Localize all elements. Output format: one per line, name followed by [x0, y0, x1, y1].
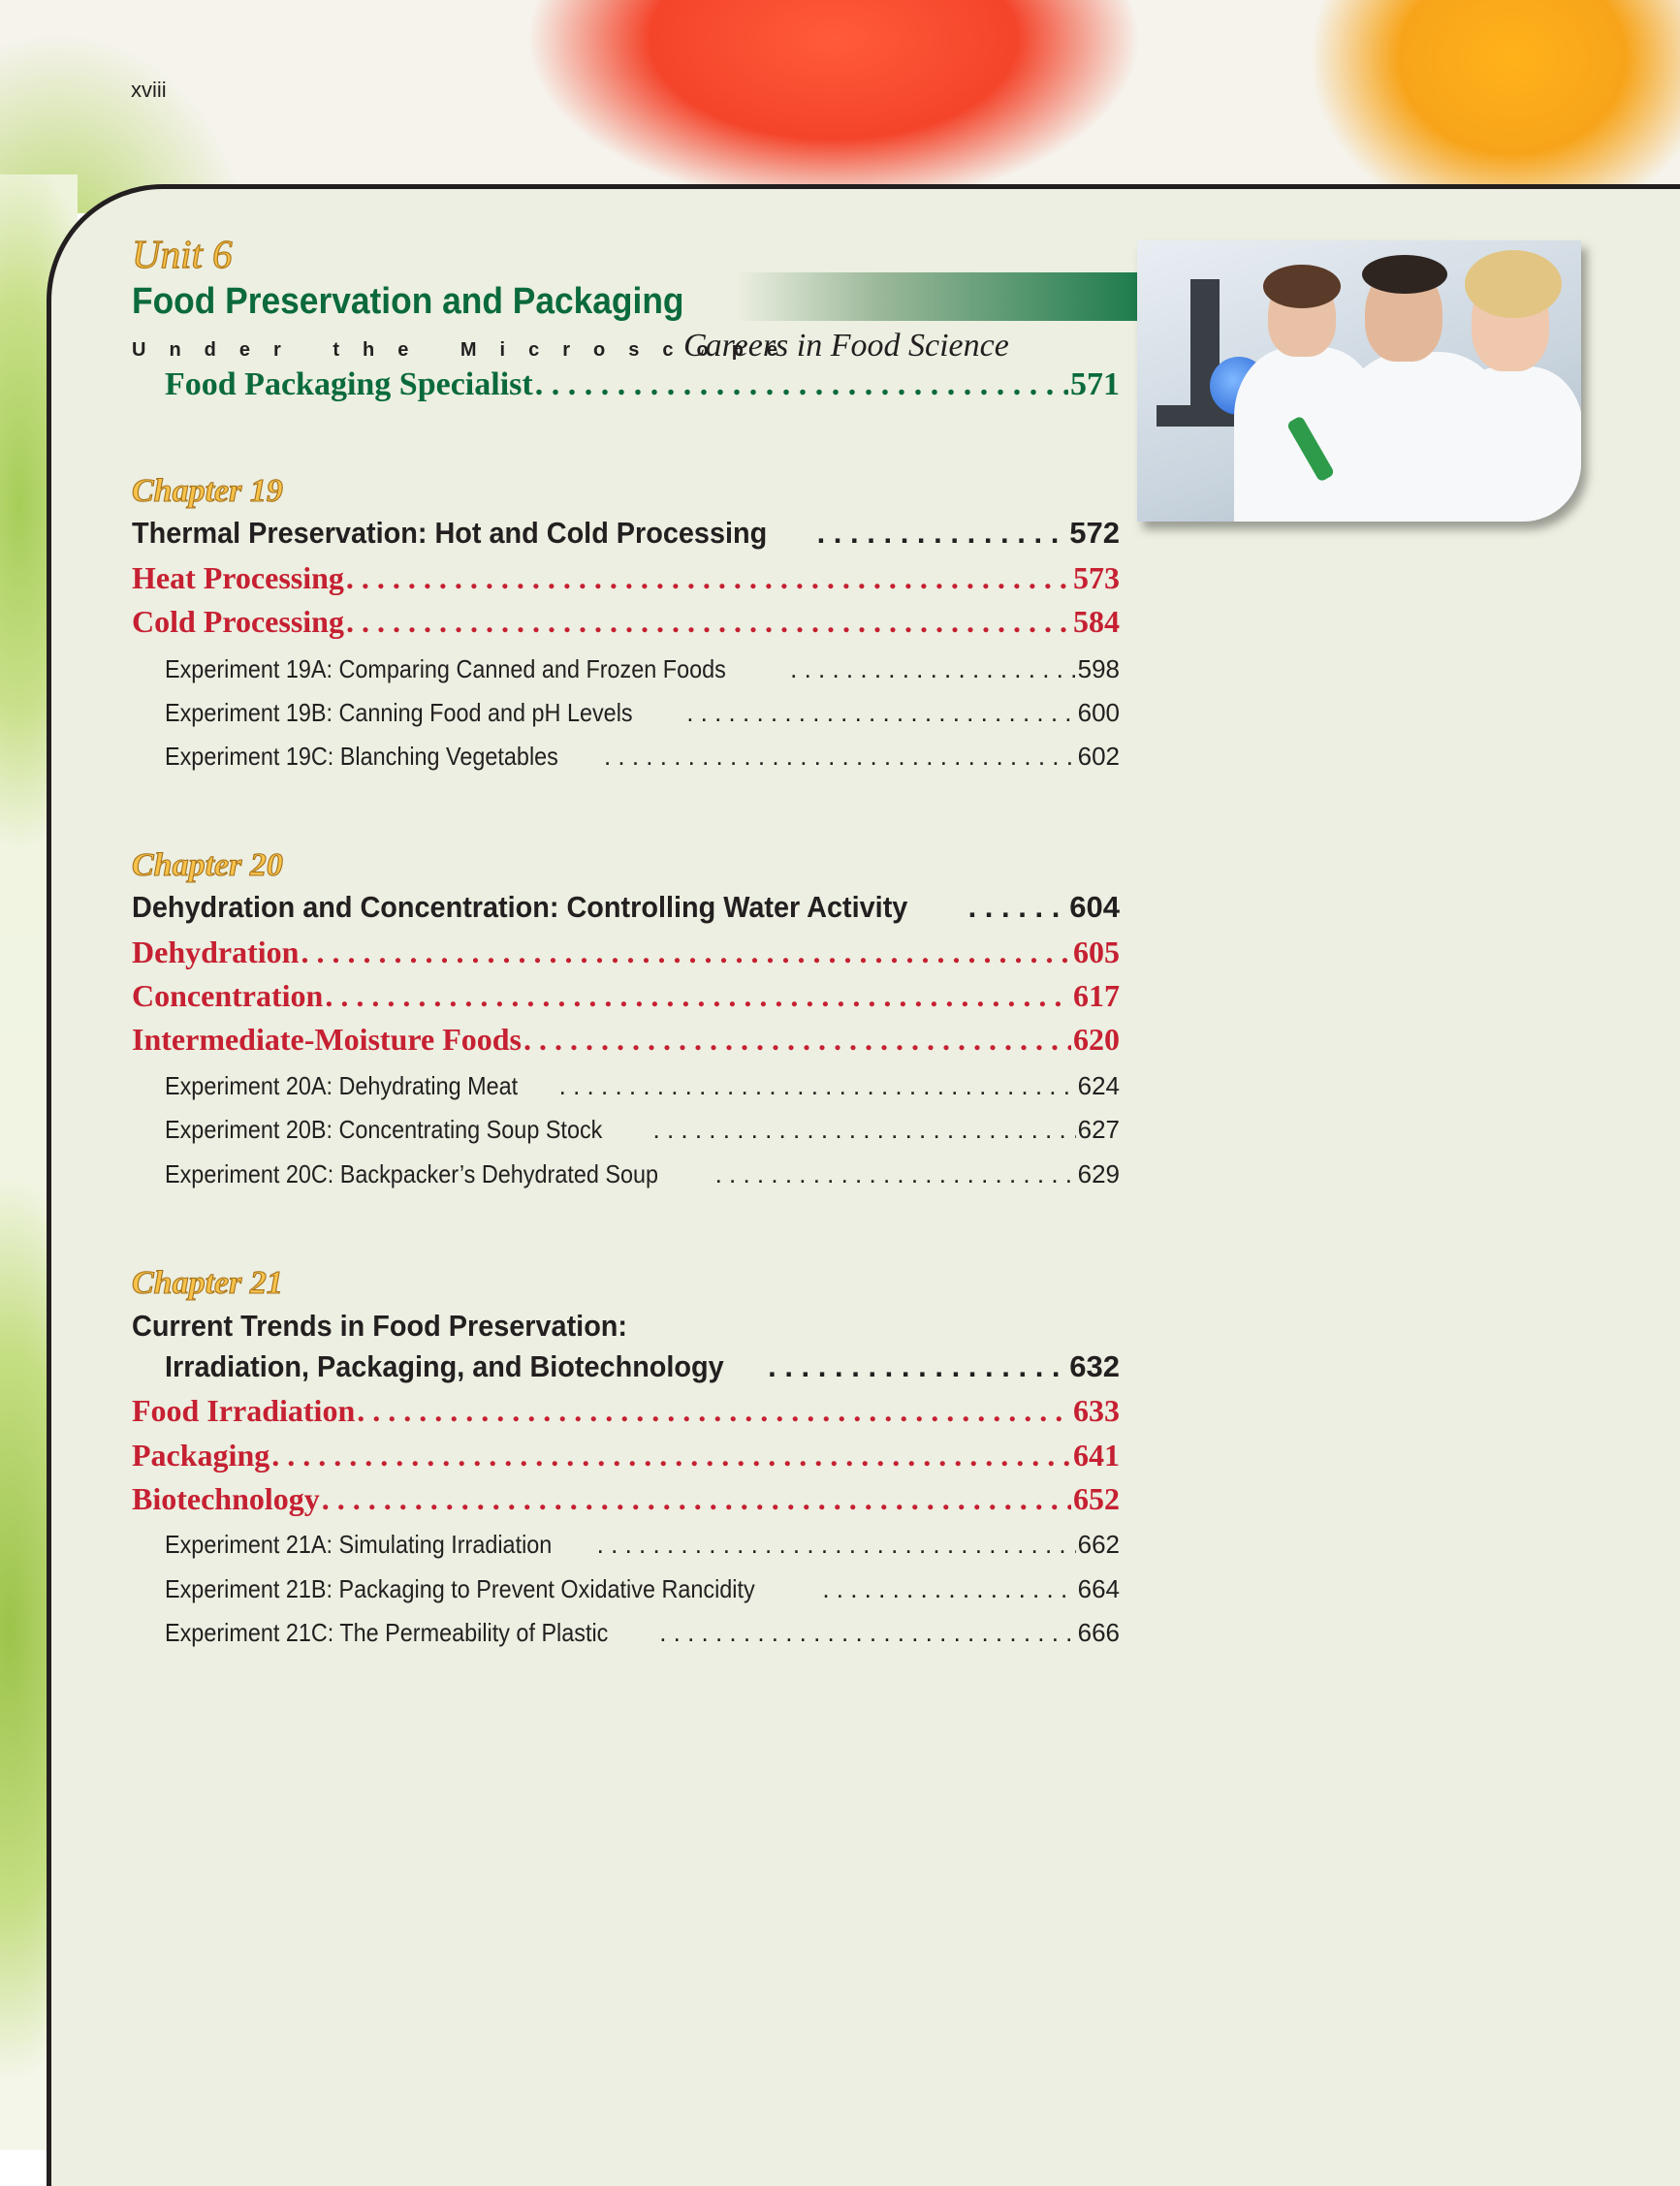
- fruit-background-top: [0, 0, 1680, 213]
- toc-entry-page: 664: [1077, 1574, 1120, 1603]
- dot-leader: [301, 935, 1071, 970]
- unit-title-bar: [737, 272, 1144, 321]
- toc-entry-experiment[interactable]: [165, 1530, 1120, 1560]
- toc-entry-page: 571: [1070, 366, 1120, 402]
- toc-entry-title: Experiment 19B: Canning Food and pH Levels: [165, 698, 633, 727]
- toc-entry-title: Dehydration and Concentration: Controlling Water Activity: [132, 890, 908, 924]
- toc-entry-experiment[interactable]: [165, 742, 1120, 772]
- unit-title: Food Preservation and Packaging: [132, 281, 684, 322]
- toc-entry-page: 602: [1077, 742, 1120, 771]
- toc-entry-chapter[interactable]: [132, 890, 1120, 925]
- toc-entry-page: 572: [1069, 516, 1120, 550]
- toc-entry-title: Food Irradiation: [132, 1393, 356, 1428]
- toc-entry-title: Experiment 20C: Backpacker’s Dehydrated Soup: [165, 1159, 659, 1188]
- toc-entry-chapter[interactable]: [165, 1349, 1120, 1384]
- unit-label: Unit 6: [132, 232, 233, 276]
- toc-entry-section[interactable]: [132, 1481, 1120, 1517]
- toc-entry-title: Experiment 19C: Blanching Vegetables: [165, 742, 558, 771]
- toc-entry-section[interactable]: [132, 560, 1120, 596]
- chapter-label: Chapter 21: [132, 1265, 283, 1301]
- dot-leader: [271, 1438, 1071, 1473]
- toc-entry-page: 629: [1077, 1159, 1120, 1188]
- dot-leader: [346, 604, 1071, 640]
- toc-entry-page: 662: [1077, 1530, 1120, 1559]
- toc-entry-page: 598: [1077, 654, 1120, 683]
- dot-leader: [659, 1618, 1075, 1648]
- dot-leader: [559, 1071, 1076, 1101]
- toc-entry-title: Experiment 21B: Packaging to Prevent Oxidative Rancidity: [165, 1574, 755, 1603]
- dot-leader: [535, 366, 1068, 403]
- dot-leader: [817, 516, 1068, 551]
- chapter-title-line: Current Trends in Food Preservation:: [132, 1309, 628, 1343]
- toc-entry-feature[interactable]: [165, 366, 1120, 403]
- toc-entry-title: Experiment 21A: Simulating Irradiation: [165, 1530, 553, 1559]
- dot-leader: [715, 1159, 1076, 1189]
- lab-scientists-photo: [1137, 240, 1581, 522]
- toc-entry-section[interactable]: [132, 978, 1120, 1014]
- toc-entry-page: 632: [1069, 1349, 1120, 1383]
- dot-leader: [968, 890, 1068, 925]
- dot-leader: [597, 1530, 1076, 1560]
- toc-entry-title: Packaging: [132, 1438, 270, 1473]
- toc-entry-section[interactable]: [132, 604, 1120, 640]
- dot-leader: [790, 654, 1075, 684]
- chapter-label: Chapter 20: [132, 847, 283, 883]
- toc-entry-title: Dehydration: [132, 935, 300, 969]
- chapter-label: Chapter 19: [132, 473, 283, 509]
- dot-leader: [604, 742, 1076, 772]
- toc-entry-title: Cold Processing: [132, 604, 344, 639]
- feature-series-label: Under the Microscope: [132, 339, 802, 361]
- dot-leader: [768, 1349, 1067, 1384]
- dot-leader: [346, 560, 1071, 596]
- toc-entry-page: 624: [1077, 1071, 1120, 1100]
- toc-entry-experiment[interactable]: [165, 1071, 1120, 1101]
- toc-entry-experiment[interactable]: [165, 654, 1120, 684]
- dot-leader: [322, 1481, 1071, 1517]
- toc-entry-page: 600: [1077, 698, 1120, 727]
- toc-entry-title: Experiment 20B: Concentrating Soup Stock: [165, 1115, 603, 1144]
- toc-entry-experiment[interactable]: [165, 1618, 1120, 1648]
- dot-leader: [325, 978, 1071, 1014]
- dot-leader: [686, 698, 1075, 728]
- toc-entry-section[interactable]: [132, 935, 1120, 970]
- dot-leader: [357, 1393, 1071, 1429]
- toc-entry-experiment[interactable]: [165, 698, 1120, 728]
- toc-entry-page: 573: [1073, 560, 1120, 595]
- dot-leader: [822, 1574, 1075, 1604]
- toc-entry-page: 633: [1073, 1393, 1120, 1428]
- toc-entry-title: Intermediate-Moisture Foods: [132, 1022, 522, 1057]
- toc-entry-section[interactable]: [132, 1022, 1120, 1058]
- toc-entry-title: Biotechnology: [132, 1481, 320, 1516]
- toc-entry-page: 605: [1073, 935, 1120, 969]
- toc-entry-experiment[interactable]: [165, 1159, 1120, 1189]
- toc-entry-page: 627: [1077, 1115, 1120, 1144]
- toc-entry-title: Concentration: [132, 978, 324, 1013]
- toc-entry-experiment[interactable]: [165, 1115, 1120, 1145]
- toc-entry-page: 666: [1077, 1618, 1120, 1647]
- toc-entry-chapter[interactable]: [132, 516, 1120, 551]
- toc-entry-page: 617: [1073, 978, 1120, 1013]
- toc-entry-experiment[interactable]: [165, 1574, 1120, 1604]
- toc-entry-page: 641: [1073, 1438, 1120, 1473]
- toc-entry-page: 620: [1073, 1022, 1120, 1057]
- dot-leader: [523, 1022, 1071, 1058]
- toc-entry-title: Heat Processing: [132, 560, 344, 595]
- toc-entry-page: 584: [1073, 604, 1120, 639]
- toc-entry-title: Experiment 21C: The Permeability of Plastic: [165, 1618, 609, 1647]
- toc-entry-title: Food Packaging Specialist: [165, 366, 533, 402]
- feature-heading: Careers in Food Science: [683, 328, 1009, 364]
- toc-entry-title: Irradiation, Packaging, and Biotechnology: [165, 1349, 724, 1383]
- dot-leader: [653, 1115, 1076, 1145]
- toc-entry-title: Experiment 20A: Dehydrating Meat: [165, 1071, 519, 1100]
- page-folio: xviii: [131, 78, 167, 102]
- toc-entry-title: Experiment 19A: Comparing Canned and Frozen Foods: [165, 654, 726, 683]
- toc-entry-section[interactable]: [132, 1438, 1120, 1473]
- toc-entry-page: 652: [1073, 1481, 1120, 1516]
- toc-entry-section[interactable]: [132, 1393, 1120, 1429]
- toc-entry-page: 604: [1069, 890, 1120, 924]
- toc-entry-title: Thermal Preservation: Hot and Cold Processing: [132, 516, 768, 550]
